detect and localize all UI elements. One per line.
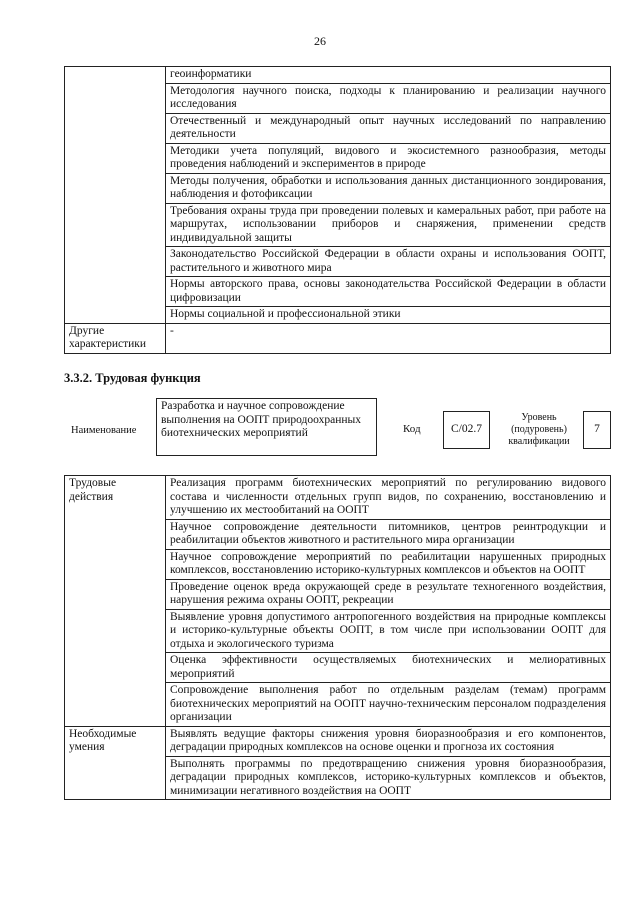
row-item: Методология научного поиска, подходы к планированию и реализации научного исследования	[166, 83, 611, 113]
row-item: Научное сопровождение мероприятий по реабилитации нарушенных природных комплексов, восстановлению историко-культурных комплексов и объектов на ООПТ	[166, 549, 611, 579]
section-heading: 3.3.2. Трудовая функция	[64, 371, 201, 385]
row-item: геоинформатики	[166, 67, 611, 84]
row-label: Трудовые действия	[65, 476, 166, 727]
row-item: Проведение оценок вреда окружающей среде в результате техногенного воздействия, нарушения режима охраны ООПТ, рекреации	[166, 579, 611, 609]
code-box	[443, 411, 490, 449]
code-value: C/02.7	[451, 423, 482, 436]
row-item: Отечественный и международный опыт научных исследований по направлению деятельности	[166, 113, 611, 143]
row-item: Научное сопровождение деятельности питомников, центров реинтродукции и реабилитации объектов животного и растительного мира организации	[166, 519, 611, 549]
row-item: Выявлять ведущие факторы снижения уровня биоразнообразия и его компонентов, деградации природных комплексов на основе оценки и прогноза их состояния	[166, 726, 611, 756]
row-item: Нормы социальной и профессиональной этики	[166, 307, 611, 324]
table-row	[65, 323, 611, 353]
row-item: Оценка эффективности осуществляемых биотехнических и мелиоративных мероприятий	[166, 653, 611, 683]
row-item: Нормы авторского права, основы законодательства Российской Федерации в области цифровизации	[166, 277, 611, 307]
row-item: -	[166, 323, 611, 353]
level-value: 7	[594, 423, 600, 436]
level-box	[583, 411, 611, 449]
actions-table	[64, 475, 611, 800]
row-label	[65, 67, 166, 324]
function-name-value: Разработка и научное сопровождение выполнения на ООПТ природоохранных биотехнических мероприятий	[161, 400, 362, 439]
row-item: Сопровождение выполнения работ по отдельным разделам (темам) программ биотехнических мероприятий на ООПТ научно-техническим персоналом подразделения организации	[166, 683, 611, 727]
row-label: Другие характеристики	[65, 323, 166, 353]
row-item: Выявление уровня допустимого антропогенного воздействия на природные комплексы и историко-культурные объекты ООПТ, в том числе при использовании ООПТ для отдыха и экологического туризма	[166, 609, 611, 653]
row-item: Законодательство Российской Федерации в области охраны и использования ООПТ, растительного и животного мира	[166, 247, 611, 277]
table-row	[65, 476, 611, 520]
page-number: 26	[314, 34, 326, 48]
row-item: Методики учета популяций, видового и экосистемного разнообразия, методы проведения наблюдений и экспериментов в природе	[166, 143, 611, 173]
row-item: Выполнять программы по предотвращению снижения уровня биоразнообразия, деградации природных комплексов, историко-культурных комплексов и объектов, минимизации негативного воздействия на ООПТ	[166, 756, 611, 800]
function-name-box	[156, 398, 377, 456]
row-item: Требования охраны труда при проведении полевых и камеральных работ, при работе на маршрутах, использовании приборов и снаряжения, применении средств индивидуальной защиты	[166, 203, 611, 247]
table-row	[65, 726, 611, 756]
row-item: Реализация программ биотехнических мероприятий по регулированию видового состава и численности отдельных групп видов, по сохранению, восстановлению и улучшению их местообитаний на ООПТ	[166, 476, 611, 520]
table-row	[65, 67, 611, 84]
name-label: Наименование	[71, 425, 137, 436]
row-label: Необходимые умения	[65, 726, 166, 800]
level-label: Уровень (подуровень) квалификации	[508, 412, 570, 447]
knowledge-table	[64, 66, 611, 354]
code-label: Код	[403, 423, 421, 435]
row-item: Методы получения, обработки и использования данных дистанционного зондирования, наблюдения и фотофиксации	[166, 173, 611, 203]
